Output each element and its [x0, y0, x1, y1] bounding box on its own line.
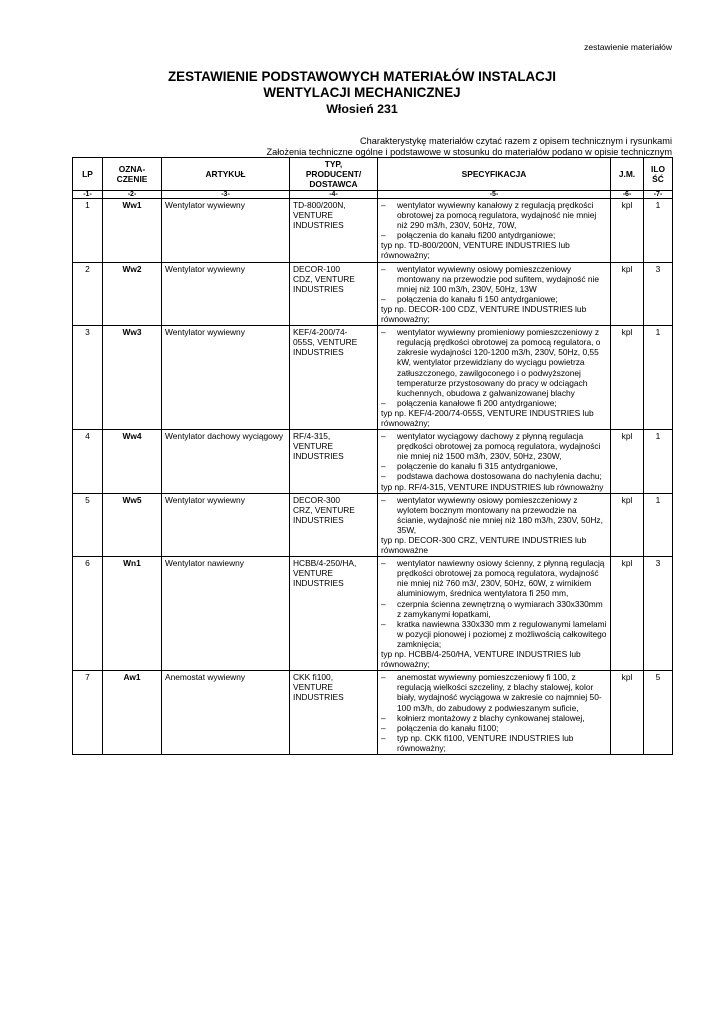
cell-spec — [378, 199, 611, 263]
header-type — [290, 158, 378, 191]
cell-lp: 5 — [73, 493, 103, 557]
type-line: TD-800/200N, — [293, 200, 346, 210]
header-type-line: TYP, — [324, 159, 343, 169]
cell-qty: 3 — [644, 262, 673, 326]
spec-item: – anemostat wywiewny pomieszczeniowy fi 100, z regulacją wielkości szczeliny, z blachy stalowej, kolor biały, wydajność wyciągowa w zakresie co najmniej 50-100 m3/h, do zabudowy z podwieszanym suficie, — [381, 672, 607, 712]
running-header: zestawienie materiałów — [584, 42, 672, 52]
type-line: DECOR-100 — [293, 263, 341, 274]
header-unit: J.M. — [611, 158, 644, 191]
materials-table — [72, 157, 673, 755]
cell-code: Ww5 — [103, 493, 162, 557]
cell-unit: kpl — [611, 493, 644, 557]
type-line: 055S, VENTURE — [293, 337, 358, 348]
cell-code: Wn1 — [103, 557, 162, 671]
cell-code: Ww4 — [103, 430, 162, 494]
type-line: CKK fi100, — [293, 672, 334, 683]
cell-unit: kpl — [611, 262, 644, 326]
type-line: CRZ, VENTURE — [293, 504, 355, 515]
cell-type — [290, 493, 378, 557]
header-qty-line: ŚĆ — [652, 174, 664, 184]
cell-lp: 1 — [73, 199, 103, 263]
spec-type-note: typ np. TD-800/200N, VENTURE INDUSTRIES lub równoważny; — [381, 240, 570, 261]
cell-unit: kpl — [611, 557, 644, 671]
type-line: INDUSTRIES — [293, 578, 344, 589]
column-number: -3- — [162, 191, 290, 199]
type-line: VENTURE — [293, 441, 334, 452]
type-line: INDUSTRIES — [293, 514, 344, 525]
spec-type-note: typ np. HCBB/4-250/HA, VENTURE INDUSTRIES lub równoważny; — [381, 649, 581, 670]
cell-type — [290, 199, 378, 263]
type-line: INDUSTRIES — [293, 220, 344, 231]
type-line: INDUSTRIES — [293, 692, 344, 703]
cell-spec — [378, 326, 611, 430]
cell-qty: 1 — [644, 493, 673, 557]
spec-type-note: typ np. DECOR-100 CDZ, VENTURE INDUSTRIES lub równoważny; — [381, 303, 587, 325]
cell-spec — [378, 493, 611, 557]
spec-item: – wentylator wywiewny osiowy pomieszczeniowy z wylotem bocznym montowany na przewodzie na ścianie, wydajność nie mniej niż 180 m3/h, 230V, 50Hz, 35W, — [381, 495, 607, 535]
spec-item: – połączenie do kanału fi 315 antydrganiowe, — [381, 461, 607, 471]
spec-item: – połączenia do kanału fi200 antydrganiowe; — [381, 230, 607, 240]
cell-code: Ww2 — [103, 262, 162, 326]
type-line: KEF/4-200/74- — [293, 327, 348, 338]
cell-code: Ww3 — [103, 326, 162, 430]
cell-article: Wentylator wywiewny — [162, 262, 290, 326]
spec-item: – wentylator wyciągowy dachowy z płynną regulacja prędkości obrotowej za pomocą regulatora, wydajności nie mniej niż 1500 m3/h, 230V, 50Hz, 230W, — [381, 431, 607, 461]
title-line-2: WENTYLACJI MECHANICZNEJ — [263, 85, 461, 100]
cell-type — [290, 326, 378, 430]
cell-type — [290, 557, 378, 671]
cell-lp: 4 — [73, 430, 103, 494]
column-number: -4- — [290, 191, 378, 199]
spec-item: – typ np. CKK fi100, VENTURE INDUSTRIES lub równoważny; — [381, 733, 607, 753]
spec-type-note: typ np. RF/4-315, VENTURE INDUSTRIES lub równoważny — [381, 481, 604, 492]
column-number-row — [73, 191, 673, 199]
cell-qty: 5 — [644, 671, 673, 755]
cell-spec — [378, 262, 611, 326]
spec-list — [381, 327, 607, 408]
type-line: RF/4-315, — [293, 431, 331, 442]
cell-qty: 1 — [644, 326, 673, 430]
type-line: VENTURE — [293, 568, 334, 579]
header-spec: SPECYFIKACJA — [378, 158, 611, 191]
header-code — [103, 158, 162, 191]
spec-item: – połączenia kanałowe fi 200 antydrganiowe; — [381, 398, 607, 408]
type-line: DECOR-300 — [293, 494, 341, 505]
header-type-line: PRODUCENT/ — [305, 169, 362, 179]
cell-article: Anemostat wywiewny — [162, 671, 290, 755]
header-type-line: DOSTAWCA — [309, 179, 358, 189]
column-number: -6- — [611, 191, 644, 199]
cell-lp: 7 — [73, 671, 103, 755]
table-row — [73, 493, 673, 557]
spec-item: – czerpnia ścienna zewnętrzną o wymiarach 330x330mm z zamykanymi łopatkami, — [381, 599, 607, 619]
spec-item: – kratka nawiewna 330x330 mm z regulowanymi lamelami w pozycji pionowej i poziomej z możliwością całkowitego zamknięcia; — [381, 619, 607, 649]
spec-item: – wentylator wywiewny kanałowy z regulacją prędkości obrotowej za pomocą regulatora, wydajność nie mniej niż 290 m3/h, 230V, 50Hz, 70W, — [381, 200, 607, 230]
type-line: INDUSTRIES — [293, 283, 344, 294]
spec-list — [381, 200, 607, 240]
cell-lp: 6 — [73, 557, 103, 671]
spec-item: – wentylator nawiewny osiowy ścienny, z płynną regulacją prędkości obrotowej za pomocą regulatora, wydajność nie mniej niż 760 m3/, 230V, 50Hz, 60W, z wirnikiem aluminiowym, średnica wentylatora fi 250 mm, — [381, 558, 607, 598]
spec-list — [381, 264, 607, 304]
column-number: -2- — [103, 191, 162, 199]
cell-spec — [378, 430, 611, 494]
cell-lp: 3 — [73, 326, 103, 430]
cell-article: Wentylator wywiewny — [162, 493, 290, 557]
type-line: HCBB/4-250/HA, — [293, 558, 357, 569]
table-row — [73, 262, 673, 326]
cell-spec — [378, 557, 611, 671]
type-line: VENTURE — [293, 682, 334, 693]
spec-item: – wentylator wywiewny promieniowy pomieszczeniowy z regulacją prędkości obrotowej za pomocą regulatora, o zakresie wydajności 120-1200 m3/h, 230V, 50Hz, 0,55 kW, wentylator przewidziany do wyciągu powietrza zatłuszczonego, zawilgoconego i o podwyższonej temperaturze przystosowany do pracy w odciągach kuchennych, obudowa z galwanizowanej blachy — [381, 327, 607, 398]
type-line: INDUSTRIES — [293, 347, 344, 358]
spec-item: – połączenia do kanału fi100; — [381, 723, 607, 733]
cell-unit: kpl — [611, 430, 644, 494]
header-article: ARTYKUŁ — [162, 158, 290, 191]
column-number: -1- — [73, 191, 103, 199]
spec-list — [381, 672, 607, 753]
table-row — [73, 326, 673, 430]
table-row — [73, 430, 673, 494]
cell-type — [290, 262, 378, 326]
spec-item: – podstawa dachowa dostosowana do nachylenia dachu; — [381, 471, 607, 481]
column-number: -7- — [644, 191, 673, 199]
type-line: VENTURE — [293, 210, 334, 221]
type-line: CDZ, VENTURE — [293, 273, 355, 284]
cell-unit: kpl — [611, 671, 644, 755]
spec-item: – wentylator wywiewny osiowy pomieszczeniowy montowany na przewodzie pod sufitem, wydajność nie mniej niż 100 m3/h, 230V, 50Hz, 13W — [381, 264, 607, 294]
table-body — [73, 199, 673, 755]
header-code-line: CZENIE — [116, 174, 148, 184]
spec-type-note: typ np. DECOR-300 CRZ, VENTURE INDUSTRIES lub równoważne — [381, 535, 587, 556]
header-qty — [644, 158, 673, 191]
spec-list — [381, 495, 607, 535]
type-line: INDUSTRIES — [293, 451, 344, 462]
spec-item: – kołnierz montażowy z blachy cynkowanej stalowej, — [381, 713, 607, 723]
spec-list — [381, 558, 607, 649]
header-row — [73, 158, 673, 191]
spec-list — [381, 431, 607, 481]
document-title — [0, 69, 724, 117]
title-line-1: ZESTAWIENIE PODSTAWOWYCH MATERIAŁÓW INSTALACJI — [167, 69, 557, 84]
column-number: -5- — [378, 191, 611, 199]
table-row — [73, 671, 673, 755]
header-qty-line: ILO — [651, 164, 665, 174]
cell-code: Ww1 — [103, 199, 162, 263]
cell-qty: 1 — [644, 430, 673, 494]
cell-unit: kpl — [611, 326, 644, 430]
cell-article: Wentylator dachowy wyciągowy — [162, 430, 290, 494]
cell-article: Wentylator wywiewny — [162, 326, 290, 430]
note-line-1: Charakterystykę materiałów czytać razem z opisem technicznym i rysunkami — [360, 136, 672, 146]
cell-qty: 1 — [644, 199, 673, 263]
spec-item: – połączenia do kanału fi 150 antydrganiowe; — [381, 294, 607, 304]
cell-type — [290, 671, 378, 755]
title-line-3: Włosień 231 — [326, 102, 398, 116]
header-lp: LP — [73, 158, 103, 191]
cell-qty: 3 — [644, 557, 673, 671]
header-code-line: OZNA- — [118, 164, 146, 174]
cell-code: Aw1 — [103, 671, 162, 755]
spec-type-note: typ np. KEF/4-200/74-055S, VENTURE INDUSTRIES lub równoważny; — [381, 407, 594, 428]
cell-article: Wentylator nawiewny — [162, 557, 290, 671]
cell-article: Wentylator wywiewny — [162, 199, 290, 263]
note-line-2: Założenia techniczne ogólne i podstawowe w stosunku do materiałów podano w opisie technicznym — [266, 147, 672, 157]
table-row — [73, 557, 673, 671]
cell-spec — [378, 671, 611, 755]
cell-lp: 2 — [73, 262, 103, 326]
cell-unit: kpl — [611, 199, 644, 263]
notes — [266, 136, 672, 158]
cell-type — [290, 430, 378, 494]
table-row — [73, 199, 673, 263]
